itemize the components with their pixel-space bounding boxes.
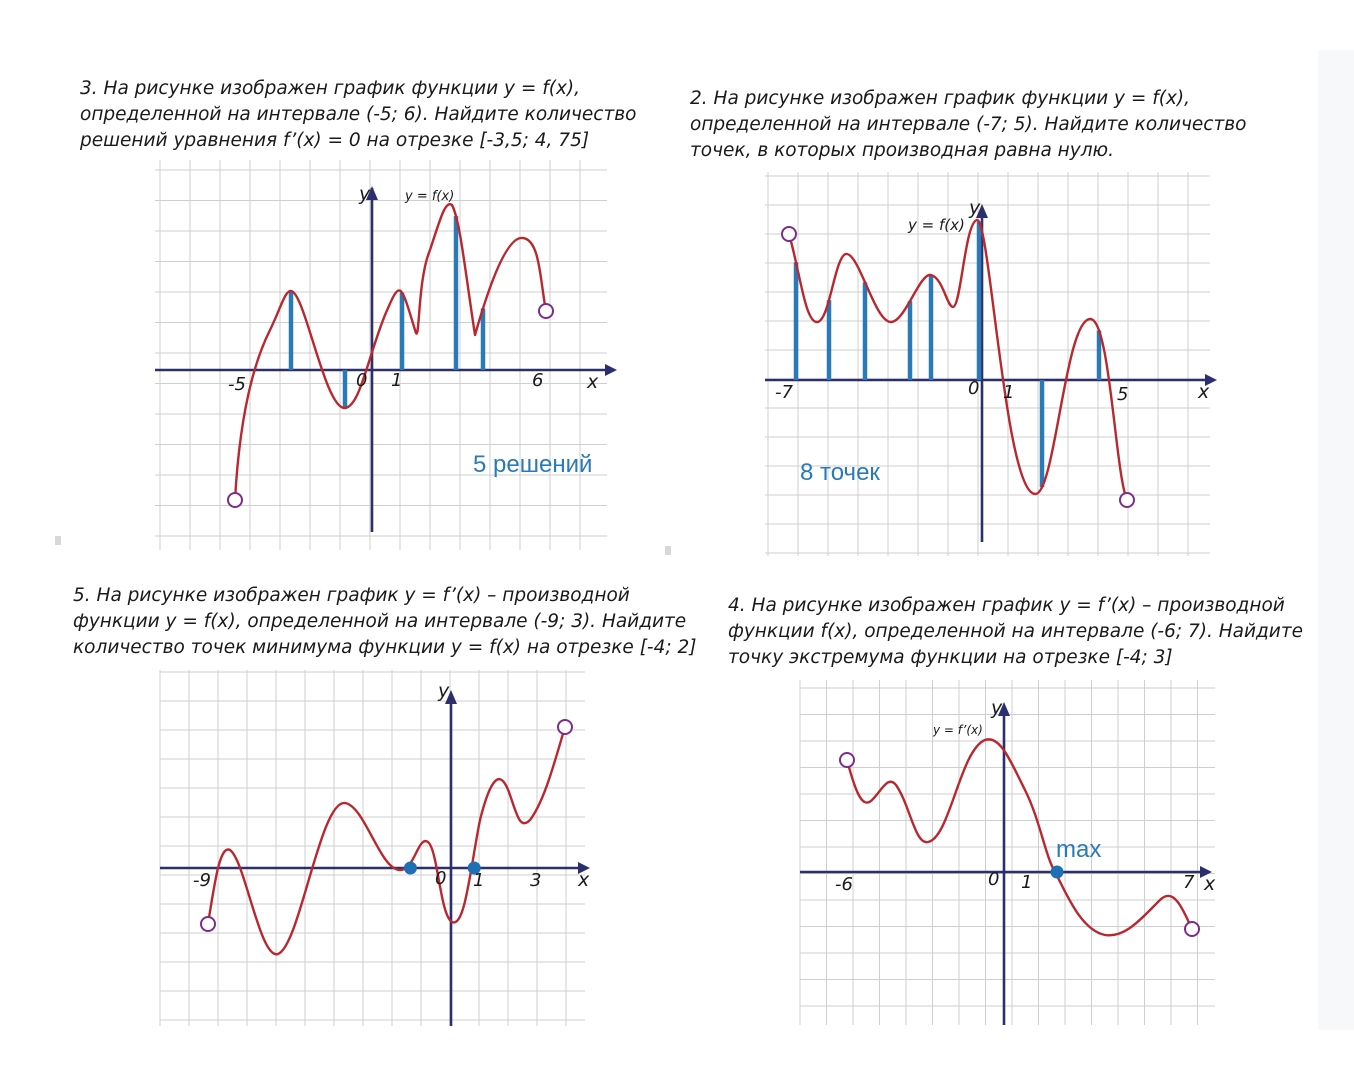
x-axis-arrow xyxy=(605,364,617,376)
zero-point-dot xyxy=(1051,866,1064,879)
answer-label: max xyxy=(1056,836,1102,863)
page-corner-mark xyxy=(665,546,671,555)
y-axis-label: y xyxy=(359,183,371,205)
task-3-text: 3. На рисунке изображен график функции y = f(x), определенной на интервале (-5; 6). Найдите количество решений уравнения f’(x) = 0 на отрезке [-3,5; 4, 75] xyxy=(80,78,637,151)
task-2-chart xyxy=(765,172,1225,557)
open-endpoint-right xyxy=(539,304,553,318)
page-corner-mark xyxy=(55,536,61,545)
tick-label-x-neg: -5 xyxy=(228,374,246,395)
tick-label-origin: 0 xyxy=(356,370,368,391)
y-axis-label: y xyxy=(991,697,1003,719)
task-5-text: 5. На рисунке изображен график y = f’(x) – производной функции y = f(x), определенной на интервале (-9; 3). Найдите количество точек минимума функции y = f(x) на отрезке [-4; 2] xyxy=(73,585,697,658)
open-endpoint-right xyxy=(1185,922,1199,936)
tick-label-x-neg: -9 xyxy=(193,870,211,891)
open-endpoint-left xyxy=(782,227,796,241)
tick-label-x-pos: 7 xyxy=(1183,872,1195,893)
x-axis-label: x xyxy=(1204,873,1216,895)
tick-label-origin: 0 xyxy=(988,869,1000,890)
function-label: y = f’(x) xyxy=(933,723,983,737)
tick-label-origin: 0 xyxy=(968,378,980,399)
task-2-text: 2. На рисунке изображен график функции y = f(x), определенной на интервале (-7; 5). Найдите количество точек, в которых производная равна нулю. xyxy=(690,88,1247,161)
y-axis-label: y xyxy=(438,680,450,702)
answer-label: 5 решений xyxy=(473,451,593,478)
grid xyxy=(160,670,585,1026)
tick-label-x-neg: -6 xyxy=(835,874,853,895)
open-endpoint-right xyxy=(1120,493,1134,507)
tick-label-x-one: 1 xyxy=(1021,872,1033,893)
tick-label-x-pos: 6 xyxy=(532,370,544,391)
tick-label-x-pos: 3 xyxy=(530,870,542,891)
tick-label-x-one: 1 xyxy=(391,370,403,391)
grid xyxy=(800,680,1215,1025)
open-endpoint-right xyxy=(558,720,572,734)
zero-dots xyxy=(1051,866,1064,879)
tick-label-x-pos: 5 xyxy=(1117,384,1129,405)
task-3-chart xyxy=(155,160,615,555)
function-label: y = f(x) xyxy=(908,216,965,234)
tick-label-origin: 0 xyxy=(435,868,447,889)
x-axis-label: x xyxy=(1198,381,1210,403)
open-endpoint-left xyxy=(201,917,215,931)
open-endpoint-left xyxy=(228,493,242,507)
grid xyxy=(155,160,607,550)
task-4-chart xyxy=(800,680,1225,1030)
task-4-text: 4. На рисунке изображен график y = f’(x) – производной функции f(x), определенной на интервале (-6; 7). Найдите точку экстремума функции на отрезке [-4; 3] xyxy=(728,595,1303,668)
x-axis-label: x xyxy=(578,869,590,891)
function-label: y = f(x) xyxy=(405,189,455,204)
tick-label-x-neg: -7 xyxy=(775,382,793,403)
x-axis-label: x xyxy=(587,371,599,393)
y-axis-label: y xyxy=(969,197,981,219)
zero-point-dot xyxy=(404,862,417,875)
open-endpoint-left xyxy=(840,753,854,767)
tick-label-x-one: 1 xyxy=(1003,382,1015,403)
page-right-margin xyxy=(1318,50,1354,1030)
tick-label-x-one: 1 xyxy=(473,870,485,891)
derivative-curve xyxy=(208,727,565,954)
task-5-chart xyxy=(160,670,600,1030)
derivative-curve xyxy=(847,739,1192,935)
grid xyxy=(765,172,1210,556)
answer-label: 8 точек xyxy=(800,459,880,486)
function-curve xyxy=(789,220,1127,500)
